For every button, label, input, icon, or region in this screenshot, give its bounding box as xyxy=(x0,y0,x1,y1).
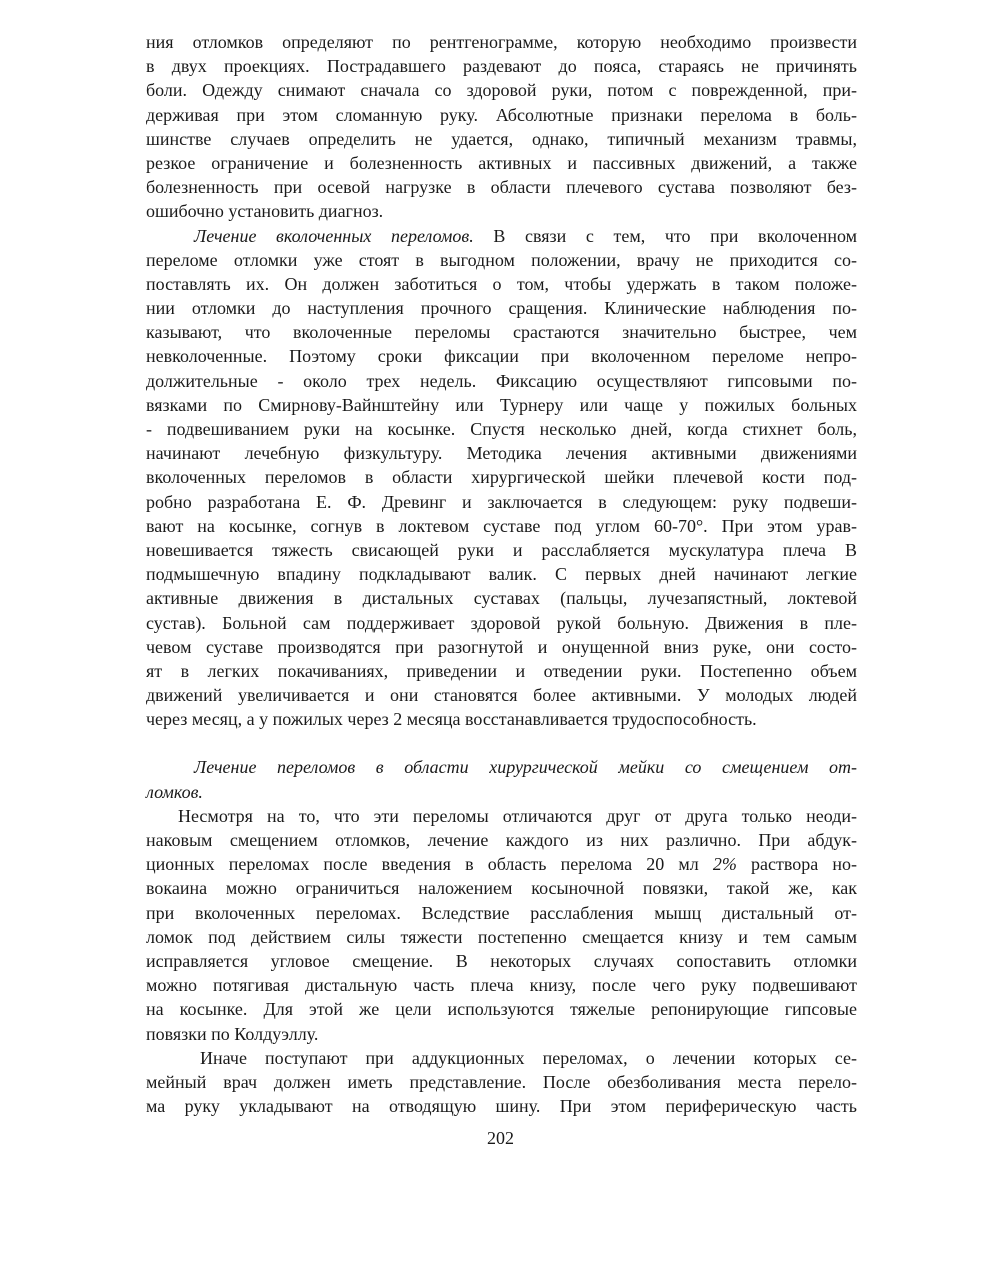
text-line: начинают лечебную физкультуру. Методика лечения активными движениями xyxy=(146,443,857,464)
text-line: ошибочно установить диагноз. xyxy=(146,201,384,222)
text-line: вколоченных переломов в области хирургической шейки плечевой кости под- xyxy=(146,467,857,488)
text-line: новешивается тяжесть свисающей руки и расслабляется мускулатура плеча В xyxy=(146,539,857,560)
text-span: ционных переломах после введения в область перелома 20 мл xyxy=(146,854,713,875)
paragraph-spacer xyxy=(146,731,857,755)
section-heading-displaced xyxy=(146,755,857,803)
text-line: вязками по Смирнову-Вайнштейну или Турнеру или чаще у пожилых больных xyxy=(146,394,857,415)
text-line: казывают, что вколоченные переломы срастаются значительно быстрее, чем xyxy=(146,322,857,343)
text-line: наковым смещением отломков, лечение каждого из них различно. При абдук- xyxy=(146,830,857,850)
text-line: чевом суставе производятся при разогнутой и онущенной вниз руке, они состо- xyxy=(146,636,857,657)
text-line: поставлять их. Он должен заботиться о том, чтобы удержать в таком положе- xyxy=(146,273,857,294)
text-line: ломок под действием силы тяжести постепенно смещается книзу и тем самым xyxy=(146,926,857,947)
text-line: Несмотря на то, что эти переломы отличаются друг от друга только неоди- xyxy=(178,805,857,826)
text-line: робно разработана Е. Ф. Древинг и заключается в следующем: руку подвеши- xyxy=(146,491,857,512)
heading-line: Лечение переломов в области хирургической мейки со смещением от- xyxy=(194,757,857,778)
text-line: резкое ограничение и болезненность активных и пассивных движений, а также xyxy=(146,152,857,173)
text-line: повязки по Колдуэллу. xyxy=(146,1023,319,1044)
paragraph-impacted-fractures xyxy=(146,224,857,732)
text-line: - подвешиванием руки на косынке. Спустя несколько дней, когда стихнет боль, xyxy=(146,419,857,439)
text-line: мейный врач должен иметь представление. После обезболивания места перело- xyxy=(146,1071,857,1092)
text-line: вают на косынке, согнув в локтевом суставе под углом 60-70°. При этом урав- xyxy=(146,515,857,536)
text-line: движений увеличивается и они становятся более активными. У молодых людей xyxy=(146,685,857,706)
text-line xyxy=(146,852,857,876)
text-line: шинстве случаев определить не удается, однако, типичный механизм травмы, xyxy=(146,128,857,149)
text-line: болезненность при осевой нагрузке в области плечевого сустава позволяют без- xyxy=(146,177,857,198)
page-number: 202 xyxy=(487,1128,514,1148)
text-line: должительные - около трех недель. Фиксацию осуществляют гипсовыми по- xyxy=(146,370,857,391)
book-page xyxy=(146,30,857,1118)
text-line: исправляется угловое смещение. В некоторых случаях сопоставить отломки xyxy=(146,950,857,971)
text-line: подмышечную впадину подкладывают валик. С первых дней начинают легкие xyxy=(146,564,857,585)
text-line: ят в легких покачиваниях, приведении и отведении руки. Постепенно объем xyxy=(146,660,857,681)
paragraph-diagnosis xyxy=(146,30,857,224)
text-line: на косынке. Для этой же цели используются тяжелые репонирующие гипсовые xyxy=(146,999,857,1020)
text-line: боли. Одежду снимают сначала со здоровой руки, потом с поврежденной, при- xyxy=(146,80,857,101)
text-line: невколоченные. Поэтому сроки фиксации при вколоченном переломе непро- xyxy=(146,346,857,367)
text-line: в двух проекциях. Пострадавшего раздевают до пояса, стараясь не причинять xyxy=(146,56,857,77)
text-line: нии отломки до наступления прочного сращения. Клинические наблюдения по- xyxy=(146,298,857,319)
paragraph-abduction-fractures xyxy=(146,804,857,1046)
text-line: ма руку укладывают на отводящую шину. При этом периферическую часть xyxy=(146,1096,857,1117)
text-line: Иначе поступают при аддукционных переломах, о лечении которых се- xyxy=(200,1047,857,1068)
text-line: держивая при этом сломанную руку. Абсолютные признаки перелома в боль- xyxy=(146,104,857,125)
text-line: переломе отломки уже стоят в выгодном положении, врачу не приходится со- xyxy=(146,249,857,270)
text-line: через месяц, а у пожилых через 2 месяца восстанавливается трудоспособность. xyxy=(146,709,757,730)
text-span: раствора но- xyxy=(736,854,858,875)
text-line: вокаина можно ограничиться наложением косыночной повязки, такой же, как xyxy=(146,878,857,899)
text-line: сустав). Больной сам поддерживает здоровой рукой больную. Движения в пле- xyxy=(146,612,857,633)
text-line xyxy=(146,224,857,248)
text-line: можно потягивая дистальную часть плеча книзу, после чего руку подвешивают xyxy=(146,975,857,996)
percentage-value: 2% xyxy=(712,854,737,875)
text-line: при вколоченных переломах. Вследствие расслабления мышц дистальный от- xyxy=(146,902,857,923)
paragraph-adduction-fractures xyxy=(146,1046,857,1119)
section-heading-impacted: Лечение вколоченных переломов. xyxy=(194,225,474,246)
text-span: В связи с тем, что при вколоченном xyxy=(473,225,857,246)
text-line: ния отломков определяют по рентгенограмме, которую необходимо произвести xyxy=(146,32,857,52)
text-line: активные движения в дистальных суставах (пальцы, лучезапястный, локтевой xyxy=(146,588,857,609)
heading-line: ломков. xyxy=(146,781,203,802)
